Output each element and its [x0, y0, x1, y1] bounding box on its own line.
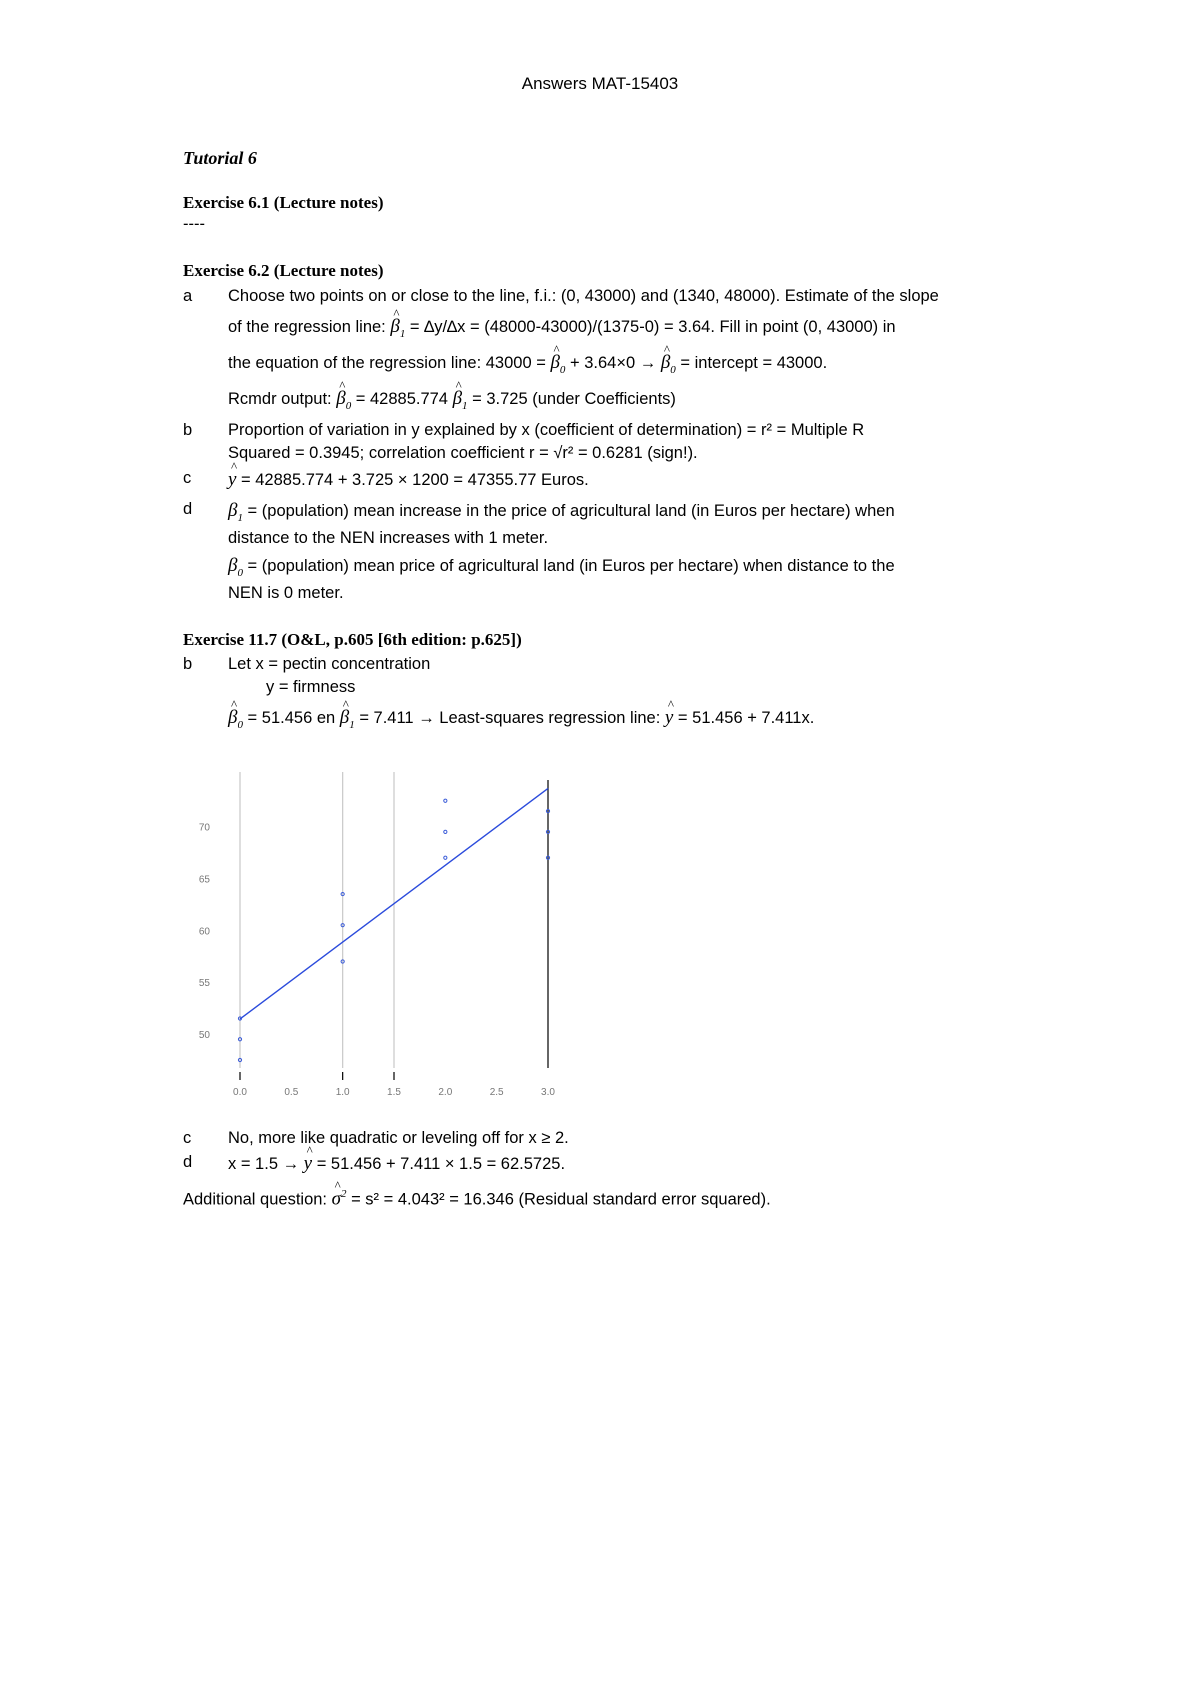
- tutorial-title: Tutorial 6: [183, 148, 257, 168]
- data-point: [444, 799, 447, 802]
- x-tick-label: 2.5: [489, 1087, 504, 1098]
- additional-question: Additional question: ^ $\sigma^2 = s^2 = 4.043^2 = 16.346$ (Residual standard error squared).: [183, 1188, 771, 1210]
- ex62-a-line2: of the regression line: ^ $\beta_1 = \Delta y/\Delta x = (48000-43000)/(1375-0) = 3.64$. Fill in point (0, 43000) in: [228, 316, 896, 340]
- item-a-label: a: [183, 287, 193, 305]
- ex62-a-line4: Rcmdr output: ^ $\beta_0 = 42885.774$ ^ $\beta_1 = 3.725$ (under Coefficients): [228, 388, 676, 412]
- ex62-d-line2: distance to the NEN increases with 1 meter.: [228, 529, 549, 547]
- beta0-symbol: $\beta_0$: [228, 555, 243, 579]
- y-hat-symbol: ^ y: [665, 707, 673, 729]
- data-point: [444, 830, 447, 833]
- ex117-d-line1: x = 1.5 → ^ y = 51.456 + 7.411 × 1.5 = 62.5725.: [228, 1153, 565, 1175]
- x-tick-label: 1.5: [387, 1087, 401, 1098]
- x-tick-label: 1.0: [335, 1087, 350, 1098]
- beta1-hat-symbol: ^ $\beta_1$: [453, 388, 468, 412]
- beta0-hat-symbol: ^ $\beta_0$: [336, 388, 351, 412]
- ex117-b-line3: ^ $\beta_0 = 51.456$ en ^ $\beta_1 = 7.411$ → Least-squares regression line: ^ y = 51.456 + 7.411x.: [228, 707, 814, 731]
- y-tick-label: 60: [198, 926, 210, 938]
- ex117-b-line2: y = firmness: [266, 678, 356, 696]
- beta1-hat-symbol: ^ $\beta_1$: [390, 316, 405, 340]
- sigma-hat-symbol: ^ $\sigma^2$: [332, 1188, 347, 1210]
- beta0-hat-symbol: ^ $\beta_0$: [550, 352, 565, 376]
- ex62-a-line3: the equation of the regression line: 43000 = ^ $\beta_0 + 3.64\times 0$ → ^ $\beta_0$ = intercept = 43000.: [228, 352, 827, 376]
- x-tick-label: 2.0: [438, 1087, 453, 1098]
- item-d-label: d: [183, 500, 193, 518]
- beta0-hat-symbol: ^ $\beta_0$: [228, 707, 243, 731]
- beta1-symbol: $\beta_1$: [228, 500, 243, 524]
- ex62-d-line4: NEN is 0 meter.: [228, 584, 344, 602]
- ex117-c-line1: No, more like quadratic or leveling off for x ≥ 2.: [228, 1129, 569, 1147]
- plot-grid: [240, 772, 394, 1080]
- y-hat-symbol: ^ y: [304, 1153, 312, 1175]
- ex62-d-line3: $\beta_0$ = (population) mean price of agricultural land (in Euros per hectare) when distance to the: [228, 555, 895, 579]
- y-tick-label: 65: [198, 874, 210, 886]
- exercise-6-2-heading: Exercise 6.2 (Lecture notes): [183, 261, 384, 280]
- y-tick-labels: [199, 823, 211, 1041]
- ex62-b-line1: Proportion of variation in y explained by x (coefficient of determination) = r² = Multiple R: [228, 421, 865, 439]
- x-tick-labels: [233, 1087, 555, 1098]
- x-tick-label: 3.0: [541, 1087, 555, 1098]
- beta0-hat-symbol: ^ $\beta_0$: [661, 352, 676, 376]
- x-tick-label: 0.5: [284, 1087, 299, 1098]
- scatter-plot: [180, 770, 560, 1115]
- y-hat-symbol: ^ y: [228, 469, 236, 491]
- item-c-label: c: [183, 469, 192, 487]
- data-point: [444, 856, 447, 859]
- ex62-b-line2: Squared = 0.3945; correlation coefficient r = √r² = 0.6281 (sign!).: [228, 444, 698, 462]
- exercise-6-1-dash: ----: [183, 215, 205, 233]
- exercise-6-1-heading: Exercise 6.1 (Lecture notes): [183, 193, 384, 212]
- x-tick-label: 0.0: [233, 1087, 247, 1098]
- ex62-c-line1: ^ y = 42885.774 + 3.725 × 1200 = 47355.77 Euros.: [228, 469, 589, 491]
- ex62-d-line1: $\beta_1$ = (population) mean increase in the price of agricultural land (in Euros per hectare) when: [228, 500, 895, 524]
- y-tick-label: 55: [198, 978, 210, 990]
- beta1-hat-symbol: ^ $\beta_1$: [340, 707, 355, 731]
- ex62-a-line1: Choose two points on or close to the line, f.i.: (0, 43000) and (1340, 48000). Estimate of the slope: [228, 287, 939, 305]
- item-c-label: c: [183, 1129, 192, 1147]
- y-tick-label: 70: [198, 822, 210, 834]
- item-b-label: b: [183, 655, 193, 673]
- y-tick-label: 50: [198, 1030, 210, 1042]
- ex117-b-line1: Let x = pectin concentration: [228, 655, 431, 673]
- item-b-label: b: [183, 421, 193, 439]
- item-d-label: d: [183, 1153, 193, 1171]
- page-header: Answers MAT-15403: [521, 74, 679, 93]
- exercise-11-7-heading: Exercise 11.7 (O&L, p.605 [6th edition: p.625]): [183, 630, 522, 649]
